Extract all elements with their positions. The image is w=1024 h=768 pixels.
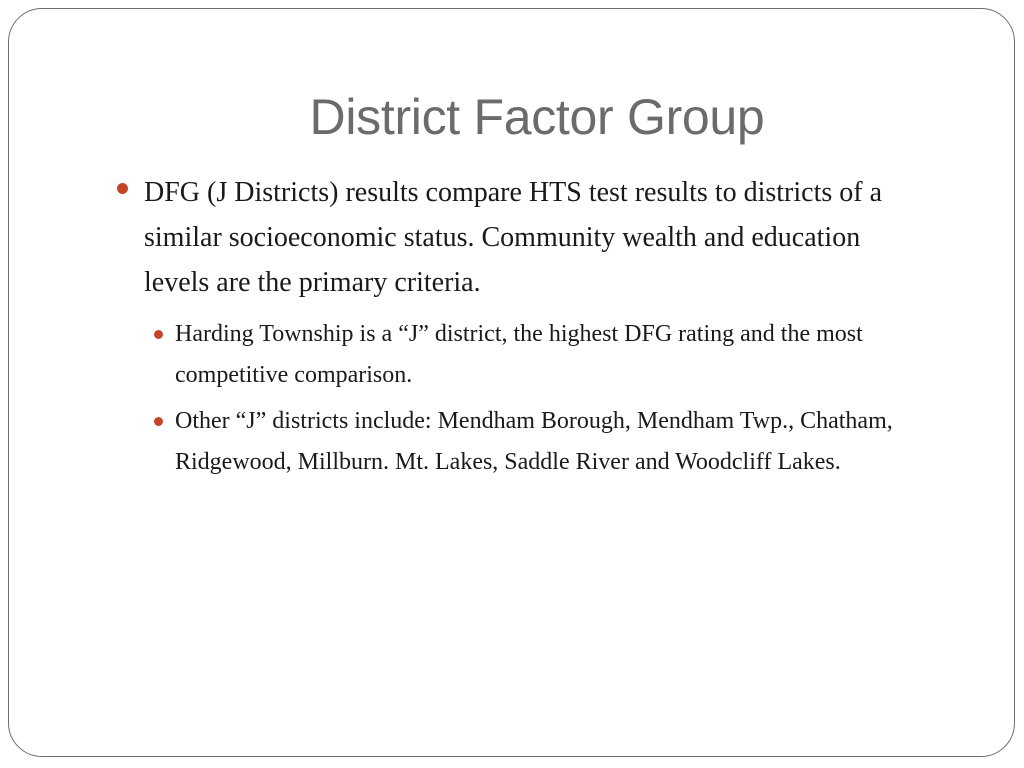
bullet-icon [154, 417, 163, 426]
slide-body [0, 170, 1024, 483]
slide-title: District Factor Group [309, 89, 765, 145]
bullet-item [144, 170, 904, 305]
bullet-icon [154, 330, 163, 339]
sub-bullet-text: Harding Township is a “J” district, the highest DFG rating and the most competitive comparison. [175, 321, 863, 388]
bullet-icon [117, 183, 128, 194]
sub-bullet-item [175, 401, 945, 483]
sub-bullet-text: Other “J” districts include: Mendham Borough, Mendham Twp., Chatham, Ridgewood, Millburn. Mt. Lakes, Saddle River and Woodcliff Lakes. [175, 408, 893, 475]
sub-bullet-item [175, 314, 945, 396]
bullet-text: DFG (J Districts) results compare HTS test results to districts of a similar socioeconomic status. Community wealth and education levels are the primary criteria. [144, 177, 883, 298]
